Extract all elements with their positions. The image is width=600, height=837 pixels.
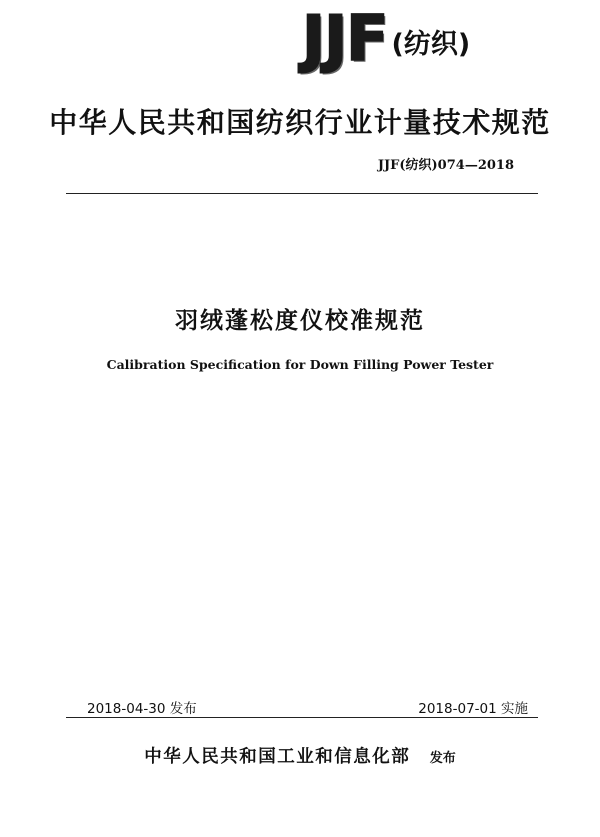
publisher-line xyxy=(0,743,600,768)
implementation-date: 2018-07-01 实施 xyxy=(418,701,528,717)
issue-date: 2018-04-30 发布 xyxy=(87,701,197,717)
jjf-logo xyxy=(302,2,471,75)
top-divider xyxy=(66,193,538,194)
publisher-verb: 发布 xyxy=(429,751,456,766)
org-title: 中华人民共和国纺织行业计量技术规范 xyxy=(49,106,551,139)
document-title-english: Calibration Specification for Down Filling Power Tester xyxy=(106,357,494,372)
document-title-chinese: 羽绒蓬松度仪校准规范 xyxy=(175,308,425,334)
logo-subtitle: (纺织) xyxy=(391,29,471,60)
publisher-organization: 中华人民共和国工业和信息化部 xyxy=(144,747,411,767)
logo-mark: JJF xyxy=(302,2,388,75)
document-number: JJF(纺织)074—2018 xyxy=(377,158,514,173)
bottom-divider xyxy=(66,717,538,718)
